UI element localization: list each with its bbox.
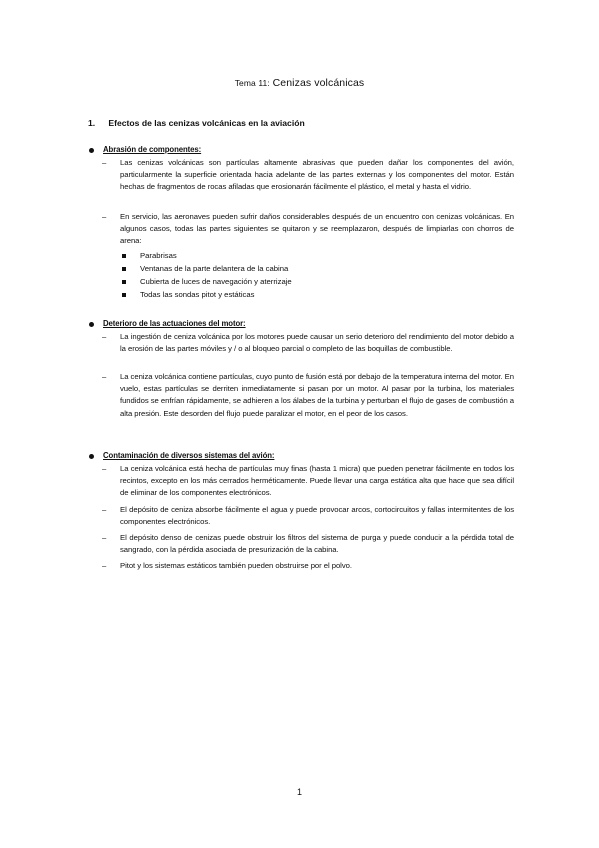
item-text: En servicio, las aeronaves pueden sufrir daños considerables después de un encuentro con cenizas volcánicas. En algunos casos, todas las partes siguientes se quitaron y se reemplazaron, después de limpiarlas con chorros de arena: bbox=[120, 212, 514, 246]
item-text: Las cenizas volcánicas son partículas altamente abrasivas que pueden dañar los componentes del avión, particularmente la superficie orientada hacia adelante de las partes externas y los componentes del motor. Están hechas de fragmentos de rocas afiladas que erosionarán fácilmente el plástico, el metal y hasta el vidrio. bbox=[120, 158, 514, 192]
dash-marker: – bbox=[102, 212, 107, 221]
page-title bbox=[0, 77, 599, 89]
dash-marker: – bbox=[102, 372, 107, 381]
section-title: Efectos de las cenizas volcánicas en la aviación bbox=[108, 118, 305, 128]
page-number: 1 bbox=[296, 787, 302, 797]
dash-marker: – bbox=[102, 464, 107, 473]
section-number: 1. bbox=[88, 118, 96, 128]
topic-label: Contaminación de diversos sistemas del avión: bbox=[103, 451, 275, 460]
list-item bbox=[102, 371, 514, 420]
square-bullet bbox=[122, 280, 126, 284]
square-bullet bbox=[122, 293, 126, 297]
item-text: La ingestión de ceniza volcánica por los motores puede causar un serio deterioro del rendimiento del motor debido a la erosión de las partes móviles y / o al bloqueo parcial o completo de las boquillas de combustible. bbox=[120, 332, 514, 354]
list-item bbox=[102, 331, 514, 355]
list-item bbox=[102, 211, 514, 248]
dash-marker: – bbox=[102, 561, 107, 570]
square-bullet bbox=[122, 267, 126, 271]
sub-item-text: Ventanas de la parte delantera de la cabina bbox=[140, 264, 289, 273]
dash-marker: – bbox=[102, 505, 107, 514]
tema-number: Tema 11: bbox=[234, 78, 270, 88]
topic-label: Abrasión de componentes: bbox=[103, 145, 202, 154]
item-text: Pitot y los sistemas estáticos también pueden obstruirse por el polvo. bbox=[120, 561, 352, 570]
sub-list-item bbox=[122, 250, 177, 262]
dash-marker: – bbox=[102, 158, 107, 167]
sub-list-item bbox=[122, 276, 292, 288]
item-text: El depósito denso de cenizas puede obstruir los filtros del sistema de purga y puede conducir a la pérdida total de sangrado, con la pérdida asociada de presurización de la cabina. bbox=[120, 533, 514, 555]
sub-list-item bbox=[122, 263, 288, 275]
item-text: La ceniza volcánica contiene partículas, cuyo punto de fusión está por debajo de la temperatura interna del motor. En vuelo, estas partículas se derriten inmediatamente si pasan por un motor. Al pasar por la turbina, los materiales fundidos se enfrían rápidamente, se adhieren a los álabes de la turbina y perturban el flujo de gases de combustión a alta presión. Este desorden del flujo puede paralizar el motor, en el peor de los casos. bbox=[120, 372, 514, 418]
list-item bbox=[102, 560, 514, 572]
dash-marker: – bbox=[102, 533, 107, 542]
sub-item-text: Parabrisas bbox=[140, 251, 177, 260]
list-item bbox=[102, 532, 514, 556]
tema-title: Cenizas volcánicas bbox=[272, 77, 365, 89]
list-item bbox=[102, 463, 514, 500]
item-text: La ceniza volcánica está hecha de partículas muy finas (hasta 1 micra) que pueden penetrar fácilmente en todos los recintos, excepto en los más cerrados herméticamente. Puede llevar una carga estática alta que hace que sea difícil de eliminar de los componentes electrónicos. bbox=[120, 464, 514, 498]
dash-marker: – bbox=[102, 332, 107, 341]
sub-list-item bbox=[122, 289, 255, 301]
bullet-dot bbox=[89, 322, 94, 327]
list-item bbox=[102, 157, 514, 194]
item-text: El depósito de ceniza absorbe fácilmente el agua y puede provocar arcos, cortocircuitos y fallas intermitentes de los componentes electrónicos. bbox=[120, 505, 514, 527]
bullet-dot bbox=[89, 454, 94, 459]
sub-item-text: Cubierta de luces de navegación y aterrizaje bbox=[140, 277, 292, 286]
section-heading bbox=[88, 118, 305, 128]
list-item bbox=[102, 504, 514, 528]
topic-label: Deterioro de las actuaciones del motor: bbox=[103, 319, 246, 328]
sub-item-text: Todas las sondas pitot y estáticas bbox=[140, 290, 255, 299]
square-bullet bbox=[122, 254, 126, 258]
bullet-dot bbox=[89, 148, 94, 153]
